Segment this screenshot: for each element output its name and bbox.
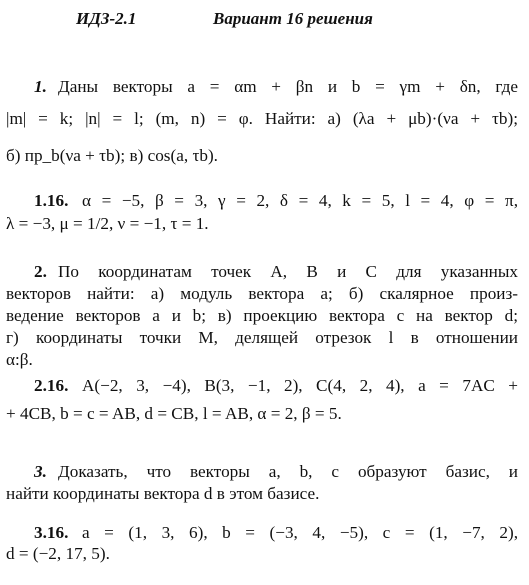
task-3-number: 3.	[34, 462, 47, 481]
task-2-line-4: г) координаты точки M, делящей отрезок l в отношении	[6, 328, 518, 347]
task-1-16-number: 1.16.	[34, 191, 69, 210]
variant-title: Вариант 16 решения	[213, 9, 373, 28]
task-2-16-number: 2.16.	[34, 376, 69, 395]
task-1-number: 1.	[34, 77, 47, 96]
task-2-line-2: векторов найти: а) модуль вектора a; б) скалярное произ-	[6, 284, 518, 303]
task-2-line-1: По координатам точек A, B и C для указанных	[58, 262, 518, 281]
task-2-16-line-2: + 4CB, b = c = AB, d = CB, l = AB, α = 2, β = 5.	[6, 404, 342, 423]
task-2-line-3: ведение векторов a и b; в) проекцию вектора c на вектор d;	[6, 306, 518, 325]
task-2-line-5: α:β.	[6, 350, 33, 369]
task-1-line-3: б) пр_b(νa + τb); в) cos(a, τb).	[6, 146, 218, 165]
task-3-16-line-1: a = (1, 3, 6), b = (−3, 4, −5), c = (1, −7, 2),	[82, 523, 518, 542]
task-3-line-1: Доказать, что векторы a, b, c образуют базис, и	[58, 462, 518, 481]
task-3-16-line-2: d = (−2, 17, 5).	[6, 544, 110, 563]
task-3-16-number: 3.16.	[34, 523, 69, 542]
task-1-16-line-2: λ = −3, μ = 1/2, ν = −1, τ = 1.	[6, 214, 209, 233]
assignment-title: ИДЗ-2.1	[76, 9, 137, 28]
task-3-line-2: найти координаты вектора d в этом базисе.	[6, 484, 320, 503]
task-1-line-1: Даны векторы a = αm + βn и b = γm + δn, где	[58, 77, 518, 96]
task-2-16-line-1: A(−2, 3, −4), B(3, −1, 2), C(4, 2, 4), a = 7AC +	[82, 376, 518, 395]
task-2-number: 2.	[34, 262, 47, 281]
task-1-16-line-1: α = −5, β = 3, γ = 2, δ = 4, k = 5, l = 4, φ = π,	[82, 191, 518, 210]
task-1-line-2: |m| = k; |n| = l; (m, n) = φ. Найти: а) (λa + μb)·(νa + τb);	[6, 109, 518, 128]
